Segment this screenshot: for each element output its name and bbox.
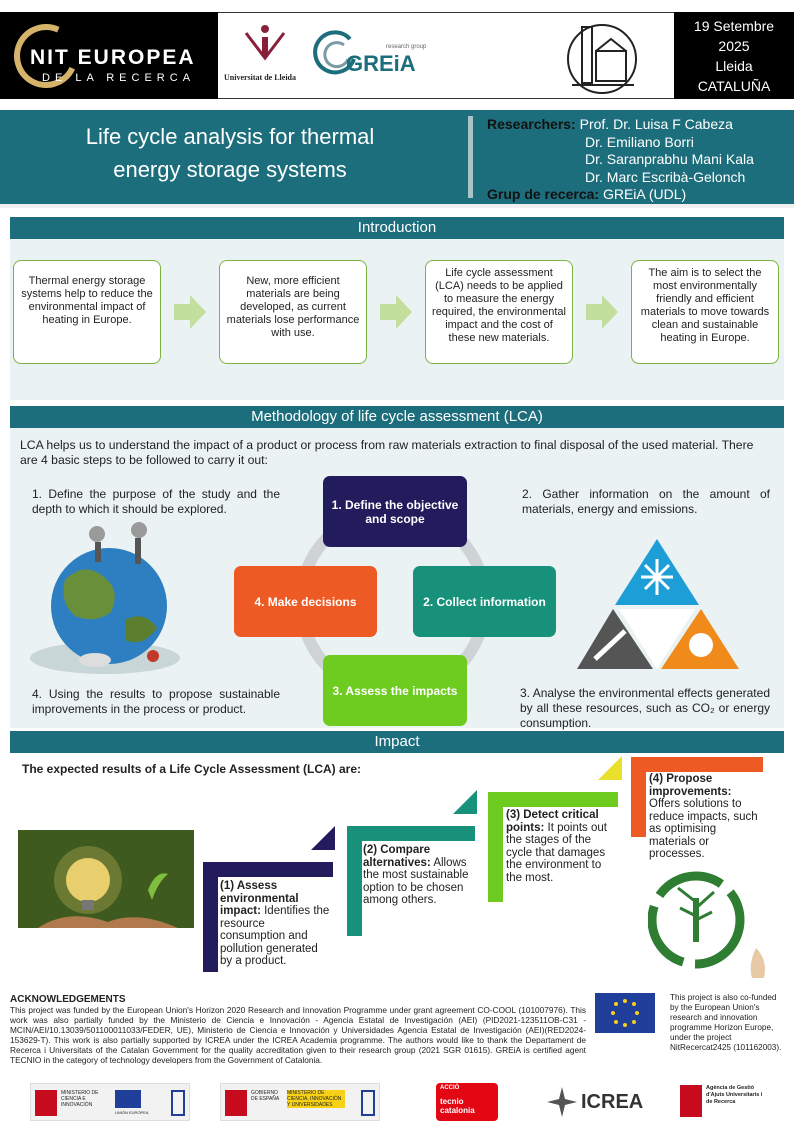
impact-item-2 [363, 844, 475, 907]
energy-triangle-icon [575, 535, 775, 675]
impact-heading: Impact [10, 731, 784, 753]
researcher: Dr. Saranprabhu Mani Kala [585, 151, 754, 167]
method-heading: Methodology of life cycle assessment (LCA) [10, 406, 784, 428]
tecnio-logo [436, 1083, 498, 1121]
poster-title: Life cycle analysis for thermal energy storage systems [85, 124, 375, 182]
eu-flag-small-icon [115, 1090, 141, 1108]
arrow-right-icon [396, 295, 412, 329]
cycle-step-2-label: 2. Collect information [423, 594, 546, 609]
accio-label: ACCIÓ [440, 1085, 460, 1091]
impact-corner-1 [311, 826, 335, 850]
step3-text: 3. Analyse the environmental effects generated by all these resources, such as CO₂ or energy consumption. [520, 686, 770, 730]
intro-box: New, more efficient materials are being developed, as current materials lose performance with use. [219, 260, 367, 364]
impact-item-4 [649, 773, 761, 861]
eu-flag-icon [595, 993, 655, 1033]
cycle-step-3-label: 3. Assess the impacts [332, 683, 458, 698]
group-label: Grup de recerca: [487, 186, 600, 202]
impact-bar-1 [203, 862, 333, 877]
cycle-step-3 [323, 655, 467, 726]
date-region: CATALUÑA [697, 78, 771, 94]
researcher: Prof. Dr. Luisa F Cabeza [579, 116, 733, 132]
researchers-block [487, 116, 754, 204]
tecnio-label: tecnio catalonia [440, 1097, 475, 1115]
agaur-label: Agència de Gestió d'Ajuts Universitaris i de Recerca [706, 1085, 763, 1105]
lleida-seu-vella-icon [564, 15, 642, 97]
header-logos [218, 12, 674, 99]
intro-heading: Introduction [10, 217, 784, 239]
cycle-step-2 [413, 566, 556, 637]
brand-line1: NIT EUROPEA [30, 46, 196, 69]
step4-text: 4. Using the results to propose sustainable improvements in the process or product. [32, 687, 280, 716]
impact-item-3-body: It points out the stages of the cycle that damages the environment to the most. [506, 821, 607, 884]
aei-logo-icon [171, 1090, 185, 1116]
spain-crest-icon [35, 1090, 57, 1116]
impact-bar-3 [488, 792, 618, 807]
impact-item-1-title: (1) Assess environmental impact: [220, 880, 299, 917]
impact-lead: The expected results of a Life Cycle Assessment (LCA) are: [22, 762, 361, 776]
lightbulb-plant-photo [18, 830, 194, 928]
impact-bar-1-side [203, 862, 218, 972]
impact-item-2-title: (2) Compare alternatives: [363, 844, 431, 869]
aei-logo-icon [361, 1090, 375, 1116]
group-value: GREiA (UDL) [602, 186, 687, 202]
impact-item-1 [220, 880, 330, 968]
intro-box: Thermal energy storage systems help to reduce the environmental impact of heating in Europe. [13, 260, 161, 364]
impact-item-4-body: Offers solutions to reduce impacts, such as optimising materials or processes. [649, 798, 758, 860]
date-day: 19 Setembre [693, 18, 775, 34]
cycle-step-1 [323, 476, 467, 547]
event-date-box [674, 12, 794, 99]
udl-name: Universitat de Lleida [224, 73, 296, 82]
ack-heading: ACKNOWLEDGEMENTS [10, 994, 126, 1005]
impact-item-1-body: Identifies the resource consumption and pollution generated by a product. [220, 905, 330, 967]
polluted-earth-illustration [25, 520, 185, 680]
impact-item-3-title: (3) Detect critical points: [506, 809, 599, 834]
impact-bar-2-side [347, 826, 362, 936]
cycle-step-4 [234, 566, 377, 637]
intro-box: The aim is to select the most environmentally friendly and efficient materials to move towards clean and sustainable heating in Europe. [631, 260, 779, 364]
recycle-tree-icon [648, 868, 778, 983]
arrow-right-icon [190, 295, 206, 329]
impact-bar-3-side [488, 792, 503, 902]
gobierno-espana-logo [220, 1083, 380, 1121]
impact-bar-4 [631, 757, 763, 772]
impact-bar-2 [347, 826, 475, 841]
greia-tagline: research group [386, 44, 427, 50]
date-year: 2025 [718, 38, 750, 54]
arrow-right-icon [602, 295, 618, 329]
ministerio2-label: MINISTERIO DE CIENCIA, INNOVACIÓN Y UNIVERSIDADES [287, 1090, 345, 1108]
ack-text: This project was funded by the European Union's Horizon 2020 Research and Innovation Programme under grant agreement CO-COOL (101007976). This work was also partially funded by the Ministerio de Ciencia e Innovación - Agencia Estatal de Investigación (AEI) (PID2021-123511OB-C31 - MCIN/AEI/10.13039/501100011033/FEDER, UE), Ministerio de Ciencia e Innovación y Universidades Agencia Estatal de Investigación (AEI)(RED2024-153629-T). This work is also partially supported by ICREA under the ICREA Academia programme. The authors would like to thank the Departament de Recerca i Universitats of the Catalan Government for the quality accreditation given to their research group (2021 SGR 01615). GREiA is certified agent TECNIO in the category of technology developers from the Government of Catalonia. [10, 1005, 586, 1065]
impact-item-3 [506, 809, 618, 884]
spain-crest-icon [225, 1090, 247, 1116]
researcher: Dr. Emiliano Borri [585, 133, 694, 150]
researchers-divider [468, 116, 473, 198]
icrea-label: ICREA [581, 1091, 644, 1113]
impact-corner-2 [453, 790, 477, 814]
researcher: Dr. Marc Escribà-Gelonch [585, 168, 746, 185]
ministerio1-label: MINISTERIO DE CIENCIA E INNOVACIÓN [61, 1090, 99, 1108]
date-city: Lleida [715, 58, 753, 74]
icrea-star-icon [547, 1087, 577, 1117]
agaur-mark-icon [680, 1085, 702, 1117]
greia-name: GREiA [346, 51, 416, 76]
impact-item-2-body: Allows the most sustainable option to be chosen among others. [363, 856, 469, 906]
researchers-label: Researchers: [487, 116, 576, 132]
udl-crest-icon [238, 23, 293, 68]
cycle-step-1-label: 1. Define the objective and scope [331, 497, 459, 526]
step2-text: 2. Gather information on the amount of materials, energy and emissions. [522, 487, 770, 516]
icrea-logo [547, 1083, 643, 1121]
agaur-logo [680, 1083, 766, 1121]
brand-line2: DE LA RECERCA [42, 72, 196, 84]
impact-item-4-title: (4) Propose improvements: [649, 773, 732, 798]
ministerio-ciencia-logo [30, 1083, 190, 1121]
eu-note: This project is also co-funded by the European Union's research and innovation programme Horizon Europe, under the project NitRecercat2425 (101162003). [670, 993, 782, 1052]
step1-text: 1. Define the purpose of the study and the depth to which it should be explored. [32, 487, 280, 516]
cycle-step-4-label: 4. Make decisions [254, 594, 357, 609]
impact-bar-4-side [631, 757, 646, 837]
method-intro: LCA helps us to understand the impact of a product or process from raw materials extraction to final disposal of the used material. There are 4 basic steps to be followed to carry it out: [20, 438, 754, 467]
intro-box: Life cycle assessment (LCA) needs to be applied to measure the energy required, the environmental impact and the cost of these new materials. [425, 260, 573, 364]
impact-corner-3 [598, 756, 622, 780]
gobierno-label: GOBIERNO DE ESPAÑA [251, 1090, 280, 1102]
nit-europea-logo [0, 12, 218, 99]
union-europea-label: UNIÓN EUROPEA [115, 1110, 149, 1115]
